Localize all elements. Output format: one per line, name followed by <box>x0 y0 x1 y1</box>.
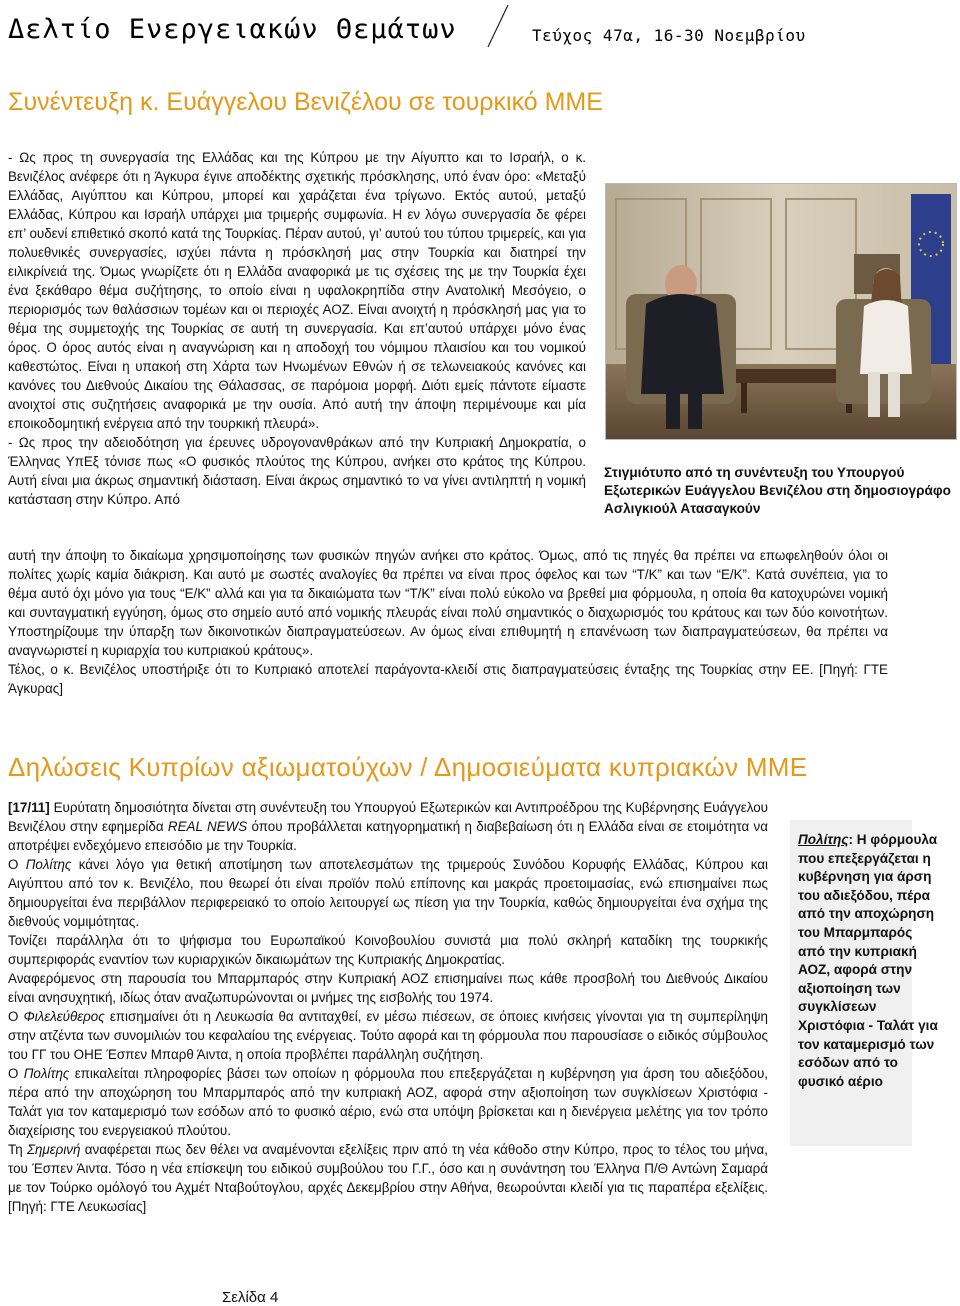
issue-label: Τεύχος 47α, 16-30 Νοεμβρίου <box>532 26 806 45</box>
sidebar-quote-text: : Η φόρμουλα που επεξεργάζεται η κυβέρνηση για άρση του αδιεξόδου, πέρα από την αποχώρηση του Μπαρμπαρός από την κυπριακή ΑΟΖ, αφορά στην αξιοποίηση των συγκλίσεων Χριστόφια - Ταλάτ για τον καταμερισμό των εσόδων από το φυσικό αέριο <box>798 832 938 1089</box>
sidebar-source: Πολίτης <box>798 832 849 847</box>
article2-body <box>8 798 768 1216</box>
paper-simerini: Σημερινή <box>26 1142 81 1157</box>
page-number: Σελίδα 4 <box>222 1289 279 1306</box>
article2-heading: Δηλώσεις Κυπρίων αξιωματούχων / Δημοσιεύματα κυπριακών ΜΜΕ <box>8 752 808 782</box>
article2-text-2: όπου προβάλλεται κατηγορηματική η διαβεβαίωση ότι η Ελλάδα είναι σε ετοιμότητα να αποτρέψει ενδεχόμενο επεισόδιο με την Τουρκία. Ο <box>8 819 768 872</box>
article2-text-5: επικαλείται πληροφορίες βάσει των οποίων η φόρμουλα που επεξεργάζεται η κυβέρνηση για άρση του αδιεξόδου, πέρα από την αποχώρηση του Μπαρμπαρός από την κυπριακή ΑΟΖ, αφορά στην αξιοποίηση των συγκλίσεων Χριστόφια - Ταλάτ για τον καταμερισμό των εσόδων από το φυσικό αέριο, ενώ στα υπόψη βρίσκεται και η διενέργεια μελέτης για τον τρόπο διαχείρισης του ενεργειακού πλούτου. Τη <box>8 1066 769 1157</box>
sidebar-quote <box>798 831 940 1091</box>
article1-heading: Συνέντευξη κ. Ευάγγελου Βενιζέλου σε τουρκικό ΜΜΕ <box>8 88 603 116</box>
photo-caption: Στιγμιότυπο από τη συνέντευξη του Υπουργού Εξωτερικών Ευάγγελου Βενιζέλου στη δημοσιογράφο Ασλιγκιούλ Ατασαγκούν <box>604 465 951 516</box>
interview-photo-image <box>606 184 956 439</box>
paper-fileleftheros: Φιλελεύθερος <box>23 1009 105 1024</box>
article2-text-4: επισημαίνει ότι η Λευκωσία θα αντιταχθεί, εν μέσω πιέσεων, σε όποιες κινήσεις γίνονται για τη συμπερίληψη στην ατζέντα των συνομιλιών του κεφαλαίου της ενέργειας. Τούτο αφορά και τη φόρμουλα που παρουσίασε ο ειδικός σύμβουλος του ΓΓ του ΟΗΕ Έσπεν Μπαρθ Άιντα, η οποία προβλέπει παράλληλη συζήτηση. Ο <box>8 1009 768 1081</box>
bulletin-title: Δελτίο Ενεργειακών Θεμάτων <box>8 14 457 45</box>
article2-date: [17/11] <box>8 800 50 815</box>
paper-real-news: REAL NEWS <box>167 819 248 834</box>
article1-body-top: - Ως προς τη συνεργασία της Ελλάδας και της Κύπρου με την Αίγυπτο και το Ισραήλ, ο κ. Βενιζέλος ανέφερε ότι η Άγκυρα έγινε αποδέκτης σχετικής πρόσκλησης, υπό έναν όρο: «Μεταξύ Ελλάδας, Αιγύπτου και Κύπρου, μπορεί και χαράζεται ένα τρίγωνο. Εκτός αυτού, μεταξύ Ελλάδας, Κύπρου και Ισραήλ υπάρχει μια τριμερής συμφωνία. Η εν λόγω συνεργασία δε φέρει επ’ ουδενί επιθετικό σκοπό κατά της Τουρκίας. Πέραν αυτού, γι’ αυτού του τύπου τριμερείς, και για πολυεθνικές συνεργασίες, ισχύει πάντα η πρόσκλησή μας στην Τουρκία και διατηρεί την ειλικρίνειά της. Όμως γνωρίζετε ότι η Ελλάδα αναφορικά με τις σχέσεις της με την Τουρκία έχει ένα ξεκάθαρο θέμα συζήτησης, το οποίο είναι η υφαλοκρηπίδα στην Ανατολική Μεσόγειο, ο περιορισμός των θαλάσσιων τομέων και οι περιοχές ΑΟΖ. Είναι ανοιχτή η πρόσκλησή μας για το θέμα της συμμετοχής της Τουρκίας σε αυτή τη συνεργασία. Και επ’αυτού υπάρχει μόνο ένας όρος. Ο όρος αυτός είναι η αναγνώριση και η αποδοχή του νόμιμου πλαισίου και του νομικού καθεστώτος. Είναι η υπακοή στη Χάρτα των Ηνωμένων Εθνών ή σε τελωνειακούς κανόνες και κανόνες του Διεθνούς Δικαίου της Θάλασσας, σε παρόμοια μορφή. Διότι εμείς πάντοτε είμαστε ανοιχτοί στις συζητήσεις αναφορικά με την ουσία. Από αυτή την άποψη περιμένουμε και μία εποικοδομητική ενέργεια από την τουρκική πλευρά». - Ως προς την αδειοδότηση για έρευνες υδρογονανθράκων από την Κυπριακή Δημοκρατία, ο Έλληνας ΥπΕξ τόνισε πως «Ο φυσικός πλούτος της Κύπρου, ανήκει στο κράτος της Κύπρου. Αυτή είναι μια άκρως σημαντική διάσταση. Είναι άκρως σημαντικό το να γίνει αντιληπτή η νομική κατάσταση στην Κύπρο. Από <box>8 150 586 507</box>
interview-photo <box>605 183 957 440</box>
paper-politis-2: Πολίτης <box>23 1066 70 1081</box>
article1-body-bottom: αυτή την άποψη το δικαίωμα χρησιμοποίησης των φυσικών πηγών ανήκει στο κράτος. Όμως, από τις πηγές θα πρέπει να επωφεληθούν όλοι οι πολίτες χωρίς καμία διάκριση. Και αυτό με σωστές αναλογίες θα πρέπει να είναι προς όφελος και των “Τ/Κ” και των “Ε/Κ”. Κατά συνέπεια, για το θέμα αυτό όχι μόνο για τους “Ε/Κ” αλλά και για τα δικαιώματα των “Τ/Κ” είναι πολύ εύκολο να βρεθεί μια φόρμουλα, η οποία θα κατοχυρώνει νομική και συνταγματική εγγύηση, όμως στο σημείο αυτό από νομικής πλευράς είναι πολύ σημαντικός ο διαχωρισμός του κράτους και των δύο κοινοτήτων. Υποστηρίζουμε την ύπαρξη των δικοινοτικών διαπραγματεύσεων. Αν όμως είναι επιθυμητή η επανένωση των διαπραγματεύσεων, θα πρέπει να αναγνωριστεί η κυριαρχία του κυπριακού κράτους». Τέλος, ο κ. Βενιζέλος υποστήριξε ότι το Κυπριακό αποτελεί παράγοντα-κλειδί στις διαπραγματεύσεις ένταξης της Τουρκίας στην ΕΕ. [Πηγή: ΓΤΕ Άγκυρας] <box>8 548 888 696</box>
paper-politis: Πολίτης <box>25 857 72 872</box>
header-divider-slash <box>486 4 510 48</box>
article2-text-1: Ευρύτατη δημοσιότητα δίνεται στη συνέντευξη του Υπουργού Εξωτερικών και Αντιπροέδρου της Κυβέρνησης Ευάγγελου Βενιζέλου στην εφημερίδα <box>8 800 768 834</box>
article2-text-3: κάνει λόγο για θετική αποτίμηση των αποτελεσμάτων της τριμερούς Συνόδου Κορυφής Ελλάδας, Κύπρου και Αιγύπτου από τον κ. Βενιζέλο, που θεωρεί ότι είναι προϊόν πολύ επίπονης και μακράς προετοιμασίας, ενώ επισημαίνει πως δημιουργείται ένα περιβάλλον περιφερειακό το οποίο λειτουργεί ως πίεση για την Τουρκία, καθώς δημιουργείται ένα σχήμα της διεθνούς νομιμότητας. Τονίζει παράλληλα ότι το ψήφισμα του Ευρωπαϊκού Κοινοβουλίου συνιστά μια πολύ σκληρή καταδίκη της τουρκικής συμπεριφοράς εναντίον των κυριαρχικών δικαιωμάτων της Κυπριακής Δημοκρατίας. Αναφερόμενος στη παρουσία του Μπαρμπαρός στην Κυπριακή ΑΟΖ επισημαίνει πως κάθε προσβολή του Διεθνούς Δικαίου είναι ανησυχητική, ιδίως όταν αναζωπυρώνονται οι μνήμες της εισβολής του 1974. Ο <box>8 857 769 1024</box>
article2-text-6: αναφέρεται πως δεν θέλει να αναμένονται εξελίξεις πριν από τη νέα κάθοδο στην Κύπρο, προς το τέλος του μήνα, του Έσπεν Άιντα. Τόσο η νέα επίσκεψη του ειδικού συμβούλου του Γ.Γ., όσο και η συνάντηση του Έλληνα Π/Θ Αντώνη Σαμαρά με τον Τούρκο ομόλογό του Αχμέτ Νταβούτογλου, αρχές Δεκεμβρίου στην Αθήνα, θεωρούνται κλειδί για τις παραπέρα εξελίξεις. [Πηγή: ΓΤΕ Λευκωσίας] <box>8 1142 768 1214</box>
